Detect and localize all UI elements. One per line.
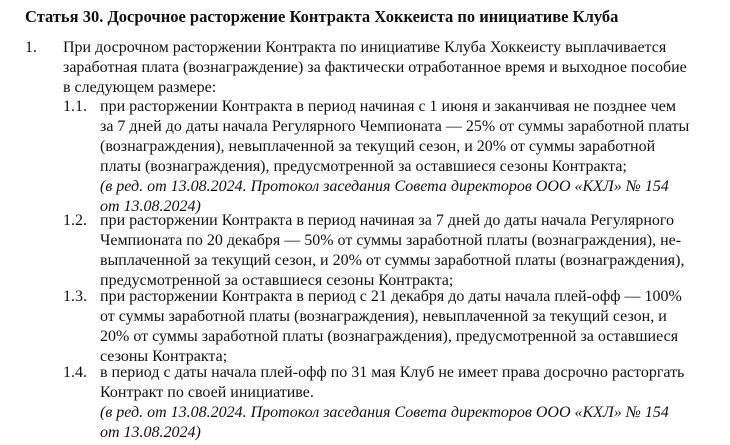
text-line: (вознаграждения), невыплаченной за текущий сезон, и 20% от суммы заработной xyxy=(100,138,656,155)
edit-note-line: от 13.08.2024) xyxy=(100,424,201,441)
clause-text xyxy=(63,38,703,98)
text-line: предусмотренной за оставшиеся сезоны Контракта; xyxy=(100,272,454,289)
text-line: 20% от суммы заработной платы (вознаграждения), предусмотренной за оставшиеся xyxy=(100,328,679,345)
text-line: от суммы заработной платы (вознаграждения), невыплаченной за текущий сезон, и xyxy=(100,308,667,325)
edit-note-line: (в ред. от 13.08.2024. Протокол заседания Совета директоров ООО «КХЛ» № 154 xyxy=(100,404,669,421)
text-line: при расторжении Контракта в период с 21 декабря до даты начала плей-офф — 100% xyxy=(100,288,682,305)
subclause-text xyxy=(100,211,703,291)
subclause-number: 1.4. xyxy=(63,364,87,381)
text-line: платы (вознаграждения), предусмотренной за оставшиеся сезоны Контракта; xyxy=(100,158,627,175)
text-line: за 7 дней до даты начала Регулярного Чемпионата — 25% от суммы заработной платы xyxy=(100,118,690,135)
text-line: в следующем размере: xyxy=(63,79,217,96)
edit-note-line: от 13.08.2024) xyxy=(100,198,201,215)
subclause-text xyxy=(100,287,703,367)
text-line: заработная плата (вознаграждение) за фактически отработанное время и выходное пособие xyxy=(63,59,687,76)
text-line: сезоны Контракта; xyxy=(100,348,228,365)
subclause-text xyxy=(100,97,703,217)
subclause-number: 1.1. xyxy=(63,98,87,115)
text-line: в период с даты начала плей-офф по 31 мая Клуб не имеет права досрочно расторгать xyxy=(100,364,685,381)
text-line: выплаченной за текущий сезон, и 20% от суммы заработной платы (вознаграждения), xyxy=(100,252,685,269)
text-line: При досрочном расторжении Контракта по инициативе Клуба Хоккеисту выплачивается xyxy=(63,39,667,56)
text-line: при расторжении Контракта в период начиная за 7 дней до даты начала Регулярного xyxy=(100,212,675,229)
subclause-text xyxy=(100,363,703,443)
text-line: Контракт по своей инициативе. xyxy=(100,384,314,401)
text-line: при расторжении Контракта в период начиная с 1 июня и заканчивая не позднее чем xyxy=(100,98,677,115)
edit-note-line: (в ред. от 13.08.2024. Протокол заседания Совета директоров ООО «КХЛ» № 154 xyxy=(100,178,669,195)
subclause-number: 1.3. xyxy=(63,288,87,305)
clause-number: 1. xyxy=(25,39,37,56)
subclause-number: 1.2. xyxy=(63,212,87,229)
article-title: Статья 30. Досрочное расторжение Контракта Хоккеиста по инициативе Клуба xyxy=(25,7,619,26)
text-line: Чемпионата по 20 декабря — 50% от суммы заработной платы (вознаграждения), не- xyxy=(100,232,682,249)
